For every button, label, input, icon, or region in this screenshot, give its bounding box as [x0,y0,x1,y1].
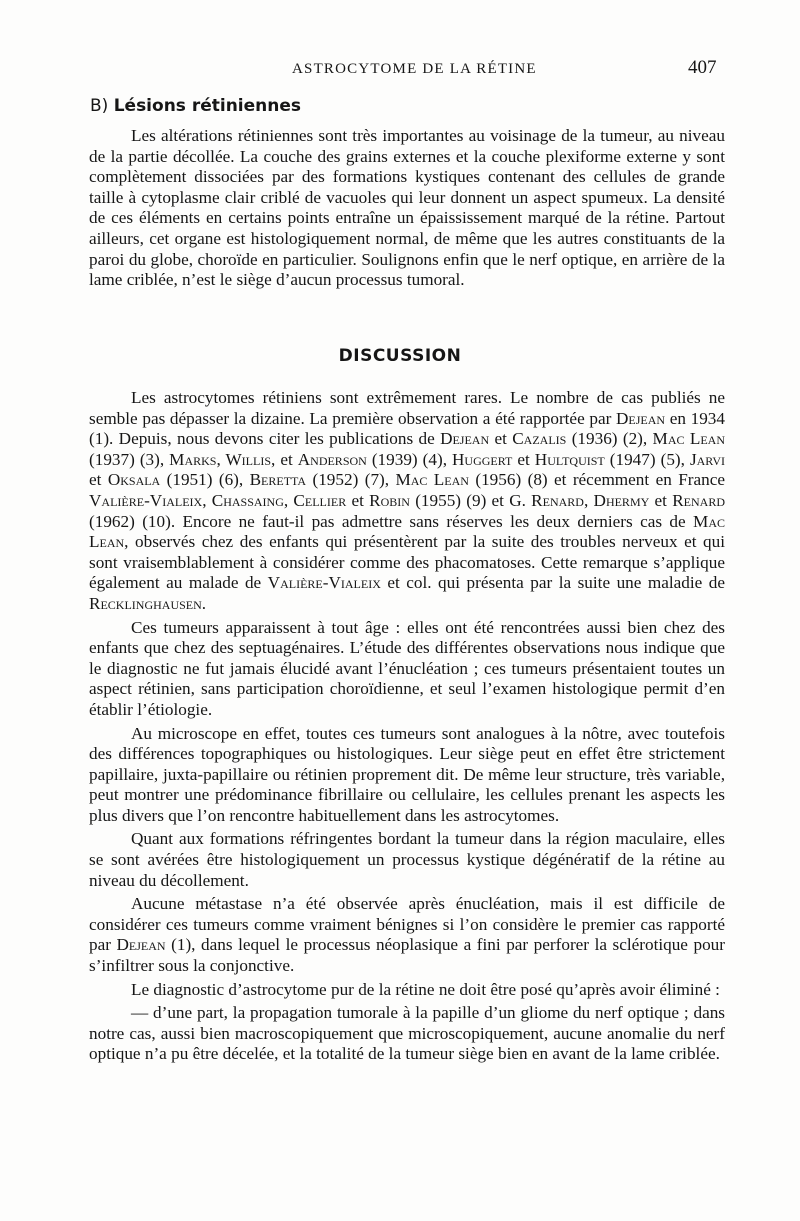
running-title: ASTROCYTOME DE LA RÉTINE [292,61,537,77]
author-name: Valière-Vialeix, Chassaing, Cellier [89,490,347,510]
author-name: Dejean [116,935,166,955]
author-name: Jarvi [689,449,725,469]
author-name: G. Renard, Dhermy [509,490,650,510]
author-name: Beretta [249,470,307,490]
section-letter: B) [90,96,109,116]
paragraph: Les astrocytomes rétiniens sont extrêmement rares. Le nombre de cas publiés ne semble pas dépasser la dizaine. La première observation a été rapportée par Dejean en 1934 (1). Depuis, nous devons citer les publications de Dejean et Cazalis (1936) (2), Mac Lean (1937) (3), Marks, Willis, et Anderson (1939) (4), Huggert et Hultquist (1947) (5), Jarvi et Oksala (1951) (6), Beretta (1952) (7), Mac Lean (1956) (8) et récemment en France Valière-Vialeix, Chassaing, Cellier et Robin (1955) (9) et G. Renard, Dhermy et Renard (1962) (10). Encore ne faut-il pas admettre sans réserves les deux derniers cas de Mac Lean, observés chez des enfants qui présentèrent par la suite des troubles nerveux et qui sont vraisemblablement à considérer comme des phacomatoses. Cette remarque s’applique également au malade de Valière-Vialeix et col. qui présenta par la suite une maladie de Recklinghausen. [89,388,725,613]
discussion-text [89,388,725,1065]
author-name: Oksala [107,470,161,490]
paragraph: Aucune métastase n’a été observée après énucléation, mais il est difficile de considérer ces tumeurs comme vraiment bénignes si l’on considère le premier cas rapporté par Dejean (1), dans lequel le processus néoplasique a fini par perforer la sclérotique pour s’infiltrer sous la conjonctive. [89,894,725,976]
paragraph: — d’une part, la propagation tumorale à la papille d’un gliome du nerf optique ; dans notre cas, aussi bien macroscopiquement que microscopiquement, aucune anomalie du nerf optique n’a pu être décelée, et la totalité de la tumeur siège bien en avant de la lame criblée. [89,1003,725,1064]
author-name: Valière-Vialeix [267,573,381,593]
author-name: Robin [369,490,410,510]
discussion-heading: DISCUSSION [338,346,462,366]
author-name: Marks, Willis, [169,449,276,469]
paragraph: Le diagnostic d’astrocytome pur de la rétine ne doit être posé qu’après avoir éliminé : [131,979,720,999]
author-name: Hultquist [534,449,605,469]
author-name: Mac Lean [652,429,725,449]
author-name: Mac Lean [89,511,725,552]
page-number: 407 [688,57,717,78]
paragraph: Quant aux formations réfringentes bordant la tumeur dans la région maculaire, elles se sont avérées être histologiquement un processus kystique dégénératif de la rétine au niveau du décollement. [89,829,725,890]
author-name: Dejean [440,429,490,449]
author-name: Anderson [297,449,367,469]
paragraph: Ces tumeurs apparaissent à tout âge : elles ont été rencontrées aussi bien chez des enfants que chez des septuagénaires. L’étude des différentes observations nous indique que le diagnostic ne fut jamais élucidé avant l’énucléation ; ces tumeurs présentaient toutes un aspect rétinien, sans participation choroïdienne, et seul l’examen histologique permit d’en établir l’étiologie. [89,617,725,719]
author-name: Renard [672,490,725,510]
author-name: Dejean [615,408,666,428]
section-b-text [89,126,725,291]
author-name: Cazalis [512,429,567,449]
author-name: Huggert [452,449,513,469]
section-title: Lésions rétiniennes [113,96,302,116]
author-name: Recklinghausen [89,593,202,613]
author-name: Mac Lean [395,470,469,490]
paragraph: Les altérations rétiniennes sont très importantes au voisinage de la tumeur, au niveau de la partie décollée. La couche des grains externes et la couche plexiforme externe y sont complètement dissociées par des formations kystiques contenant des cellules de grande taille à cytoplasme clair criblé de vacuoles qui leur donnent un aspect spumeux. La densité de ces éléments en certains points entraîne un épaississement marqué de la rétine. Partout ailleurs, cet organe est histologiquement normal, de même que les autres constituants de la paroi du globe, choroïde en particulier. Soulignons enfin que le nerf optique, en arrière de la lame criblée, n’est le siège d’aucun processus tumoral. [89,126,725,290]
paragraph: Au microscope en effet, toutes ces tumeurs sont analogues à la nôtre, avec toutefois des différences topographiques ou histologiques. Leur siège peut en effet être strictement papillaire, juxta-papillaire ou rétinien proprement dit. De même leur structure, très variable, peut montrer une prédominance fibrillaire ou cellulaire, les cellules prenant les aspects les plus divers que l’on rencontre habituellement dans les astrocytomes. [89,723,725,825]
running-head [0,58,800,82]
section-heading-b [90,95,301,117]
